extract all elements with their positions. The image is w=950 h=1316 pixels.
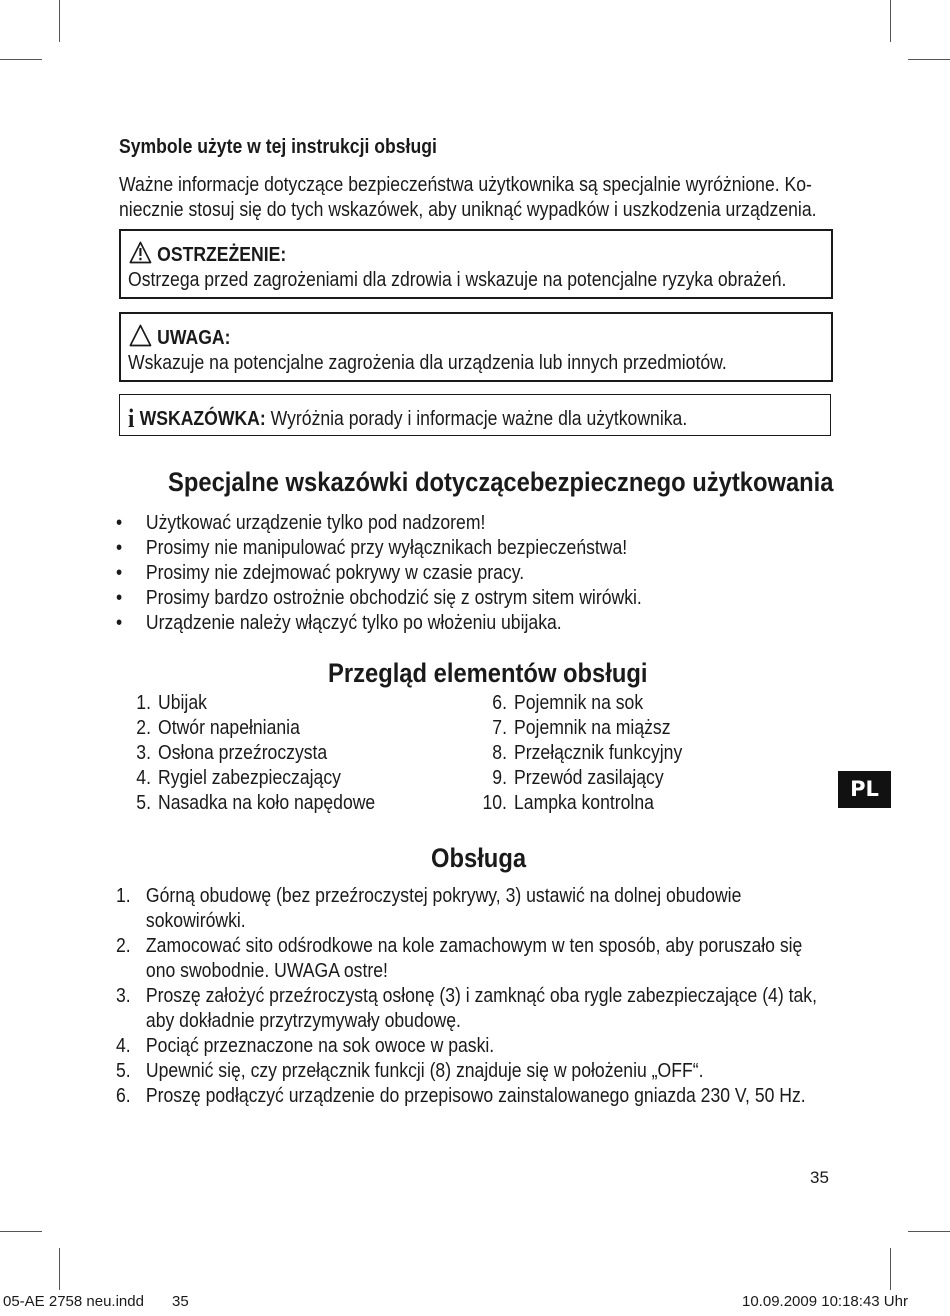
list-item [116, 884, 817, 934]
hint-text: Wyróżnia porady i informacje ważne dla użytkownika. [270, 408, 688, 430]
step-line: Proszę podłączyć urządzenie do przepisowo zainstalowanego gniazda 230 V, 50 Hz. [145, 1085, 806, 1107]
hint-line [128, 404, 687, 434]
caution-box [119, 312, 833, 382]
step-number: 3. [116, 985, 131, 1007]
item-label: Lampka kontrolna [514, 792, 654, 814]
step-number: 1. [116, 885, 131, 907]
warning-title-row [129, 241, 286, 270]
item-label: Otwór napełniania [158, 717, 300, 739]
crop-mark [908, 1231, 950, 1232]
item-label: Ubijak [158, 692, 207, 714]
item-number: 3. [136, 742, 151, 764]
list-item [492, 741, 683, 766]
step-line: Górną obudowę (bez przeźroczystej pokrywy, 3) ustawić na dolnej obudowie [145, 885, 742, 907]
list-item [116, 1084, 817, 1109]
list-item [482, 791, 682, 816]
safety-list [116, 511, 642, 636]
item-label: Przewód zasilający [514, 767, 664, 789]
print-slug-file: 05-AE 2758 neu.indd [3, 1293, 144, 1310]
item-number: 5. [136, 792, 151, 814]
crop-mark [890, 0, 891, 42]
caution-triangle-icon [129, 324, 152, 353]
crop-mark [0, 59, 42, 60]
warning-title: OSTRZEŻENIE: [157, 244, 287, 266]
list-item [492, 766, 682, 791]
symbols-intro [119, 173, 817, 223]
list-item [136, 791, 376, 816]
item-number: 6. [492, 692, 507, 714]
item-label: Nasadka na koło napędowe [158, 792, 376, 814]
step-line: Zamocować sito odśrodkowe na kole zamachowym w ten sposób, aby poruszało się [145, 935, 803, 957]
operation-heading: Obsługa [431, 843, 527, 873]
list-item [136, 766, 375, 791]
list-item: • Prosimy nie manipulować przy wyłącznikach bezpieczeństwa! [116, 536, 642, 561]
intro-line: niecznie stosuj się do tych wskazówek, aby uniknąć wypadków i uszkodzenia urządzenia. [119, 199, 817, 221]
hint-title: WSKAZÓWKA: [139, 408, 266, 430]
list-item [116, 984, 817, 1034]
item-number: 4. [136, 767, 151, 789]
warning-text: Ostrzega przed zagrożeniami dla zdrowia i wskazuje na potencjalne ryzyka obrażeń. [128, 269, 787, 291]
item-number: 1. [136, 692, 151, 714]
list-item [116, 1034, 817, 1059]
caution-text: Wskazuje na potencjalne zagrożenia dla urządzenia lub innych przedmiotów. [128, 352, 727, 374]
symbols-heading: Symbole użyte w tej instrukcji obsługi [119, 136, 437, 158]
parts-list-right [482, 691, 683, 816]
warning-triangle-icon [129, 241, 152, 270]
step-number: 5. [116, 1060, 131, 1082]
step-number: 4. [116, 1035, 131, 1057]
print-slug-page: 35 [172, 1293, 189, 1310]
item-label: Pojemnik na miąższ [514, 717, 671, 739]
crop-mark [59, 0, 60, 42]
item-label: Przełącznik funkcyjny [514, 742, 683, 764]
list-item [492, 691, 682, 716]
crop-mark [890, 1248, 891, 1290]
item-number: 2. [136, 717, 151, 739]
item-number: 10. [482, 792, 507, 814]
caution-title-row [129, 324, 230, 353]
list-item [136, 716, 375, 741]
crop-mark [0, 1231, 42, 1232]
overview-heading: Przegląd elementów obsługi [328, 658, 648, 688]
list-item [136, 691, 375, 716]
list-item [492, 716, 682, 741]
hint-box [119, 394, 831, 436]
item-label: Rygiel zabezpieczający [158, 767, 341, 789]
language-tab: PL [838, 771, 891, 808]
step-number: 6. [116, 1085, 131, 1107]
list-item [116, 1059, 817, 1084]
item-number: 7. [492, 717, 507, 739]
step-line: ono swobodnie. UWAGA ostre! [145, 960, 388, 982]
print-slug-datetime: 10.09.2009 10:18:43 Uhr [742, 1293, 908, 1310]
item-number: 8. [492, 742, 507, 764]
list-item [136, 741, 375, 766]
safety-heading: Specjalne wskazówki dotyczącebezpiecznego użytkowania [168, 467, 834, 497]
step-line: Proszę założyć przeźroczystą osłonę (3) i zamknąć oba rygle zabezpieczające (4) tak, [145, 985, 817, 1007]
item-label: Pojemnik na sok [514, 692, 644, 714]
item-number: 9. [492, 767, 507, 789]
step-number: 2. [116, 935, 131, 957]
item-label: Osłona przeźroczysta [158, 742, 328, 764]
step-line: sokowirówki. [145, 910, 246, 932]
list-item: • Prosimy nie zdejmować pokrywy w czasie pracy. [116, 561, 642, 586]
info-icon: i [128, 404, 135, 433]
list-item: • Prosimy bardzo ostrożnie obchodzić się z ostrym sitem wirówki. [116, 586, 642, 611]
intro-line: Ważne informacje dotyczące bezpieczeństwa użytkownika są specjalnie wyróżnione. Ko- [119, 174, 812, 196]
list-item [116, 934, 817, 984]
parts-list-left [136, 691, 376, 816]
page-number: 35 [810, 1168, 829, 1187]
step-line: Upewnić się, czy przełącznik funkcji (8) znajduje się w położeniu „OFF“. [145, 1060, 704, 1082]
crop-mark [908, 59, 950, 60]
caution-title: UWAGA: [157, 327, 231, 349]
warning-box [119, 229, 833, 299]
list-item: • Urządzenie należy włączyć tylko po włożeniu ubijaka. [116, 611, 642, 636]
operation-steps [116, 884, 817, 1109]
list-item: • Użytkować urządzenie tylko pod nadzorem! [116, 511, 642, 536]
crop-mark [59, 1248, 60, 1290]
step-line: aby dokładnie przytrzymywały obudowę. [145, 1010, 461, 1032]
step-line: Pociąć przeznaczone na sok owoce w paski. [145, 1035, 495, 1057]
